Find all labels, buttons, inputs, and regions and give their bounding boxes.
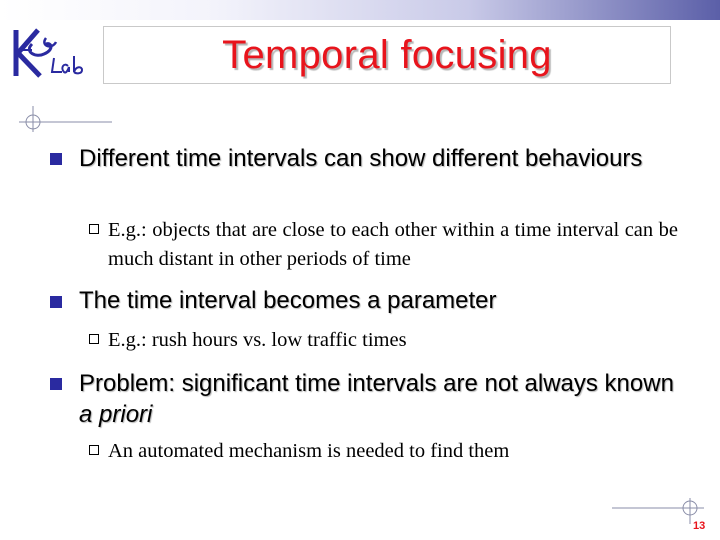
square-bullet-icon [50, 153, 62, 165]
bullet-1-sub-1: E.g.: objects that are close to each other within a time interval can be much distant in other periods of time [108, 219, 678, 270]
page-number: 13 [693, 520, 706, 532]
square-bullet-icon [50, 296, 62, 308]
bullet-3-text [79, 368, 679, 430]
square-bullet-icon [50, 378, 62, 390]
bullet-2-text: The time interval becomes a parameter [79, 287, 497, 314]
slide-title: Temporal focusing [222, 32, 552, 77]
checkbox-bullet-icon [89, 445, 99, 455]
bullet-3-text-emphasis: a priori [79, 401, 153, 428]
checkbox-bullet-icon [89, 224, 99, 234]
checkbox-bullet-icon [89, 334, 99, 344]
bullet-2-sub-1: E.g.: rush hours vs. low traffic times [108, 329, 407, 351]
bullet-1-text: Different time intervals can show different behaviours [79, 145, 643, 172]
bullet-3-sub-1: An automated mechanism is needed to find them [108, 440, 510, 462]
bullet-3-text-main: Problem: significant time intervals are not always known [79, 370, 674, 397]
